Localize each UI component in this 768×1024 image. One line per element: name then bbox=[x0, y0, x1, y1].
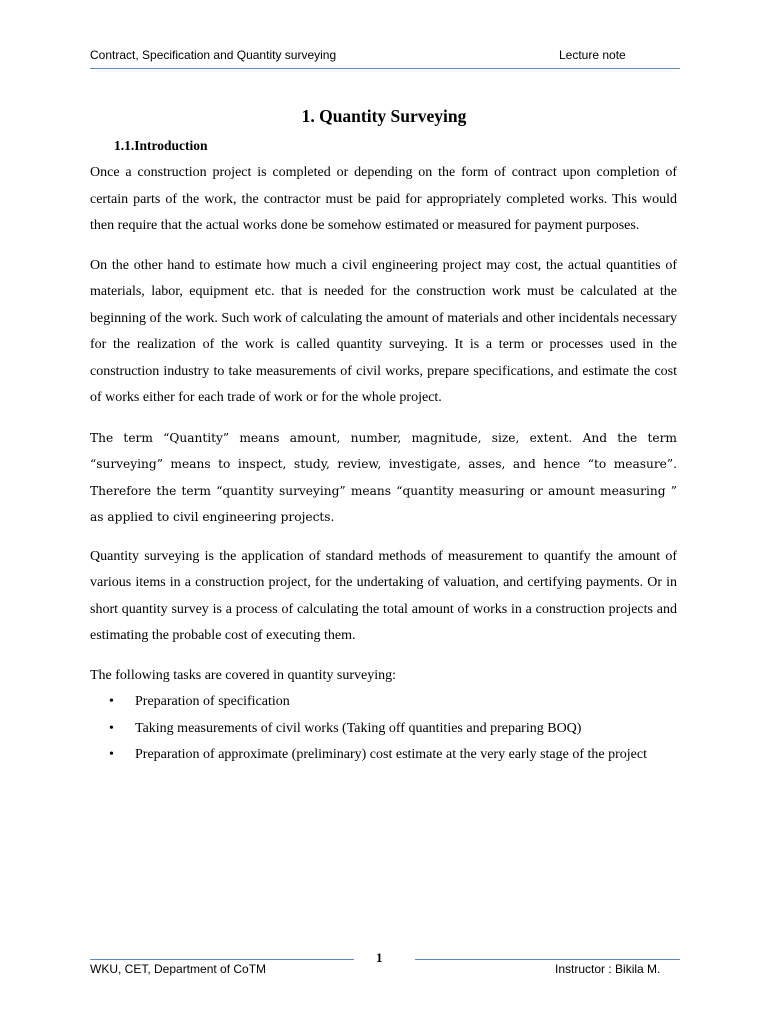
page-header bbox=[90, 46, 680, 69]
body-content bbox=[90, 160, 677, 769]
section-title: 1. Quantity Surveying bbox=[301, 106, 467, 126]
bullet-icon: • bbox=[109, 747, 114, 762]
paragraph-4: Quantity surveying is the application of standard methods of measurement to quantify the amount of various items in a construction project, for the undertaking of valuation, and certifying payments. Or in short quantity survey is a process of calculating the total amount of works in a construction projects and estimating the probable cost of executing them. bbox=[90, 548, 677, 643]
list-item-text: Preparation of approximate (preliminary) cost estimate at the very early stage of the project bbox=[135, 747, 647, 762]
header-document-type: Lecture note bbox=[559, 48, 626, 62]
list-item bbox=[90, 742, 677, 769]
subsection-heading: 1.1.Introduction bbox=[114, 138, 208, 153]
footer-department: WKU, CET, Department of CoTM bbox=[90, 962, 267, 976]
footer-instructor: Instructor : Bikila M. bbox=[555, 962, 661, 976]
footer-divider-left bbox=[90, 959, 354, 960]
page-number: 1 bbox=[376, 950, 383, 965]
list-item bbox=[90, 689, 677, 716]
paragraph-1: Once a construction project is completed or depending on the form of contract upon completion of certain parts of the work, the contractor must be paid for appropriately completed works. This would then require that the actual works done be somehow estimated or measured for payment purposes. bbox=[90, 165, 677, 233]
footer-divider-right bbox=[415, 959, 680, 960]
list-item-text: Preparation of specification bbox=[135, 694, 290, 709]
header-course-title: Contract, Specification and Quantity surveying bbox=[90, 48, 337, 62]
list-item bbox=[90, 716, 677, 743]
paragraph-3: The term “Quantity” means amount, number, magnitude, size, extent. And the term “surveying” means to inspect, study, review, investigate, asses, and hence “to measure”. Therefore the term “quantity surveying” means “quantity measuring or amount measuring ” as applied to civil engineering projects. bbox=[90, 430, 677, 524]
list-item-text: Taking measurements of civil works (Taking off quantities and preparing BOQ) bbox=[135, 720, 582, 736]
paragraph-2: On the other hand to estimate how much a civil engineering project may cost, the actual quantities of materials, labor, equipment etc. that is needed for the construction work must be calculated at the beginning of the work. Such work of calculating the amount of materials and other incidentals necessary for the realization of the work is called quantity surveying. It is a term or processes used in the construction industry to take measurements of civil works, prepare specifications, and estimate the cost of works either for each trade of work or for the whole project. bbox=[90, 257, 677, 405]
tasks-list bbox=[90, 689, 677, 769]
tasks-intro: The following tasks are covered in quantity surveying: bbox=[90, 667, 396, 683]
bullet-icon: • bbox=[109, 720, 114, 736]
bullet-icon: • bbox=[109, 694, 114, 709]
